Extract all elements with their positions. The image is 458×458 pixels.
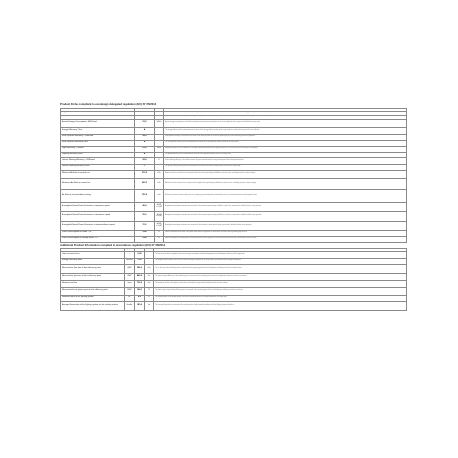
row-label: Fluid Dynamic Efficiency - FDEhood bbox=[61, 134, 135, 140]
row-value: 28,8 bbox=[135, 134, 155, 140]
unit-col-header: Unit bbox=[155, 109, 164, 112]
row-description: The grease filtering efficiency class is determined on the basis of the grease filtering efficiency value of the range hood. bbox=[164, 164, 407, 170]
reference-header: EU65 / 14 OW MOD 2018 bbox=[164, 109, 407, 112]
row-value: 55,0 bbox=[135, 211, 155, 221]
row-description: Maximum air flow at normal use is measured at the highest fan speed setting available for continuous use, excluding intensive or boost settings. bbox=[164, 178, 407, 189]
row-value: 725,0 bbox=[135, 189, 155, 202]
row-description: The average illumination is measured on the cooking surface under standard conditions with the lighting system switched on. bbox=[154, 301, 407, 310]
row-label: Annual Energy Consumption - AEChood bbox=[61, 119, 135, 127]
row-label: Air Flow at intensive/boost setting bbox=[61, 189, 135, 202]
add-symbol-col-header: Symbol bbox=[126, 248, 133, 250]
table-row bbox=[61, 273, 407, 280]
row-label: Measured electric power input at best efficiency point bbox=[61, 287, 125, 295]
row-label: Maximum air flow bbox=[61, 280, 125, 287]
row-symbol: QBEP bbox=[125, 264, 135, 273]
table-row bbox=[61, 211, 407, 221]
row-value: 0,80 bbox=[135, 251, 145, 258]
row-description: The energy efficiency class is determined on the basis of the energy efficiency index of the range hood on a scale from the most to the least efficient. bbox=[164, 127, 407, 134]
additional-table-body bbox=[61, 251, 407, 310]
row-description: Minimum air flow at normal use is measured at the lowest fan speed setting available for continuous use, excluding intensive or boost settings. bbox=[164, 170, 407, 178]
row-value: 82,8 bbox=[135, 157, 155, 164]
row-value: 4,0 bbox=[135, 295, 145, 301]
table-row bbox=[61, 251, 407, 258]
row-unit: W bbox=[145, 295, 154, 301]
row-value: A bbox=[135, 127, 155, 134]
row-value: 70,0 bbox=[135, 221, 155, 230]
row-symbol: EEIhood bbox=[125, 258, 135, 264]
row-value: 0,49 bbox=[135, 230, 155, 236]
row-label: Model identifier bbox=[61, 115, 135, 119]
table-row bbox=[61, 280, 407, 287]
table-row bbox=[61, 127, 407, 134]
row-description: Power consumption in standby mode is the power drawn when the appliance is connected to the mains and only a reactivation function is active. bbox=[164, 236, 407, 242]
add-unit-col-header: Unit bbox=[145, 248, 154, 251]
row-unit: m³/h bbox=[155, 170, 164, 178]
row-label: Power consumption off mode - Po bbox=[61, 230, 135, 236]
row-description: The air flow rate at best efficiency point is measured at the operating point where the fluid dynamic efficiency reaches its maximum value. bbox=[154, 264, 407, 273]
row-unit: lux bbox=[145, 301, 154, 310]
row-description: A-weighted sound power emissions are measured at the minimum speed setting available in normal use, expressed in decibels relative to one picowatt. bbox=[164, 202, 407, 211]
row-value: 609,3 bbox=[135, 178, 155, 189]
table-row bbox=[61, 301, 407, 310]
row-symbol: f bbox=[125, 251, 135, 258]
row-label: Average illumination of the lighting system on the cooking surface bbox=[61, 301, 125, 310]
row-value: 215,0 bbox=[135, 170, 155, 178]
row-unit: W bbox=[155, 236, 164, 242]
row-unit: dB (A) re 1 pW bbox=[155, 221, 164, 230]
row-label: Measured air flow rate at best efficiency point bbox=[61, 264, 125, 273]
row-value: 148,1 bbox=[135, 287, 145, 295]
row-description: The electric power input at best efficiency point is measured at the operating point where the fluid dynamic efficiency reaches its maximum. bbox=[154, 287, 407, 295]
row-label: Lighting Efficiency class bbox=[61, 152, 135, 157]
row-description: The model identifier is the code by which the specific range hood model is distinguished from other models of the same trade mark or supplier's name. bbox=[164, 115, 407, 119]
table-row bbox=[61, 189, 407, 202]
table-row bbox=[61, 221, 407, 230]
row-description: The information in this fiche complies with the delegated regulation and provides the consumer with the data required for the energy labelling of household range hoods. bbox=[164, 111, 407, 115]
row-label: Minimum Air-Flow at normal use bbox=[61, 170, 135, 178]
row-value: ÆPLUS bbox=[135, 111, 155, 115]
row-label: Energy Efficiency Class bbox=[61, 127, 135, 134]
row-value: 46,4 bbox=[135, 202, 155, 211]
row-label: Nominal power of the lighting system bbox=[61, 295, 125, 301]
row-label: A-weighted Sound Power Emissions at intensive/boost speed bbox=[61, 221, 135, 230]
row-value: 345,3 bbox=[135, 264, 145, 273]
row-value: C bbox=[135, 164, 155, 170]
row-value: 53,2 bbox=[135, 119, 155, 127]
row-symbol: Emiddle bbox=[125, 301, 135, 310]
row-unit: Pa bbox=[145, 273, 154, 280]
row-value: 445,0 bbox=[135, 273, 145, 280]
row-value: A bbox=[135, 140, 155, 146]
row-unit: m³/h bbox=[145, 264, 154, 273]
row-description: The static pressure difference at best efficiency point is measured at the operating point where the fluid dynamic efficiency reaches its maximum. bbox=[154, 273, 407, 280]
row-unit bbox=[145, 251, 154, 258]
add-value-col-header: Value bbox=[135, 248, 145, 251]
row-value: 61,8 bbox=[135, 146, 155, 152]
row-description: The lighting efficiency class is determined on the basis of the lighting efficiency value of the range hood. bbox=[164, 152, 407, 157]
row-value: 725,0 bbox=[135, 280, 145, 287]
row-symbol: WBEP bbox=[125, 287, 135, 295]
value-col-header: Value bbox=[135, 109, 155, 112]
row-value: 51,8 bbox=[135, 258, 145, 264]
table-row bbox=[61, 287, 407, 295]
row-value: 0,49 bbox=[135, 236, 155, 242]
row-description: Air flow at intensive or boost setting refers to a temporary speed setting that automatically reverts to a normal speed after a limited period of time. bbox=[164, 189, 407, 202]
row-description: Grease filtering efficiency is the relative amount of grease retained within the range hood grease filters during measurement. bbox=[164, 157, 407, 164]
row-description: Lighting efficiency is the ratio between the average illumination provided by the lighting system on the cooking surface and its power consumption. bbox=[164, 146, 407, 152]
row-description: Power consumption in off mode is the power drawn when the appliance is connected to the mains and not providing any function. bbox=[164, 230, 407, 236]
row-description: The nominal power of the lighting system is the electric power declared for the lamps installed on the range hood. bbox=[154, 295, 407, 301]
row-label: Supplier's name or trade mark bbox=[61, 111, 135, 115]
main-table-body bbox=[61, 111, 407, 242]
row-unit: dB (A) re 1 pW bbox=[155, 211, 164, 221]
row-description: A-weighted sound power emissions are measured at the intensive or boost speed setting, expressed in decibels relative to one picowatt. bbox=[164, 221, 407, 230]
product-fiche bbox=[60, 103, 407, 311]
row-label: A-weighted Sound Power Emissions at minimum speed bbox=[61, 202, 135, 211]
row-description: Annual energy consumption is calculated according to the measurement methods set out in the regulation and is expressed in kilowatt hours per year. bbox=[164, 119, 407, 127]
row-label: A-weighted Sound Power Emissions at maximum speed bbox=[61, 211, 135, 221]
additional-table bbox=[60, 248, 407, 311]
row-value: AHBD3103W bbox=[135, 115, 155, 119]
row-unit bbox=[155, 127, 164, 134]
row-label: Maximum Air-Flow at normal use bbox=[61, 178, 135, 189]
row-symbol: PBEP bbox=[125, 273, 135, 280]
table-row bbox=[61, 202, 407, 211]
row-unit: m³/h bbox=[155, 178, 164, 189]
row-unit: m³/h bbox=[155, 189, 164, 202]
row-unit: W bbox=[155, 230, 164, 236]
row-label: Energy Efficiency Index bbox=[61, 258, 125, 264]
table-row bbox=[61, 119, 407, 127]
row-label: Fluid Dynamic Efficiency class bbox=[61, 140, 135, 146]
row-description: The fluid dynamic efficiency class is determined on the basis of the fluid dynamic efficiency value of the range hood. bbox=[164, 140, 407, 146]
row-description: The time increase factor is applied to the annual energy consumption calculation depending on the fluid dynamic efficiency of the range hood. bbox=[154, 251, 407, 258]
row-label: Time increase factor bbox=[61, 251, 125, 258]
row-unit: % bbox=[155, 157, 164, 164]
main-table bbox=[60, 108, 407, 243]
row-unit: kWh/a bbox=[155, 119, 164, 127]
row-description: Fluid dynamic efficiency is calculated as the ratio of the useful air power to the electric power input at the best efficiency point of the appliance. bbox=[164, 134, 407, 140]
row-unit: m³/h bbox=[145, 280, 154, 287]
row-symbol: WL bbox=[125, 295, 135, 301]
table-row bbox=[61, 157, 407, 164]
row-value: A bbox=[135, 152, 155, 157]
row-value: 189,0 bbox=[135, 301, 145, 310]
row-label: Power consumption in standby mode - Ps bbox=[61, 236, 135, 242]
row-label: Light Efficiency - LEhood bbox=[61, 146, 135, 152]
row-label: Grease Filtering Efficiency class bbox=[61, 164, 135, 170]
row-unit: lux/W bbox=[155, 146, 164, 152]
row-symbol: Qmax bbox=[125, 280, 135, 287]
additional-info-title: Additional Product Information compiled in accordance regulation (EU) N° 66/2014 bbox=[60, 243, 166, 247]
row-description: The maximum air flow is the highest air flow value reached by the range hood including intensive or boost settings. bbox=[154, 280, 407, 287]
table-row bbox=[61, 178, 407, 189]
row-description: The energy efficiency index is the ratio of the annual energy consumption of the range hood to its standard annual energy consumption. bbox=[154, 258, 407, 264]
document-title: Product Fiche compliant to ecodesign delegated regulation (EU) N° 65/2014 bbox=[60, 103, 157, 106]
row-label: Grease Filtering Efficiency - GFEhood bbox=[61, 157, 135, 164]
row-label: Measured air pressure at best efficiency point bbox=[61, 273, 125, 280]
table-row bbox=[61, 236, 407, 242]
table-row bbox=[61, 264, 407, 273]
row-description: A-weighted sound power emissions are measured at the maximum speed setting available in normal use, expressed in decibels relative to one picowatt. bbox=[164, 211, 407, 221]
table-row bbox=[61, 170, 407, 178]
row-unit: dB (A) re 1 pW bbox=[155, 202, 164, 211]
row-unit: W bbox=[145, 287, 154, 295]
